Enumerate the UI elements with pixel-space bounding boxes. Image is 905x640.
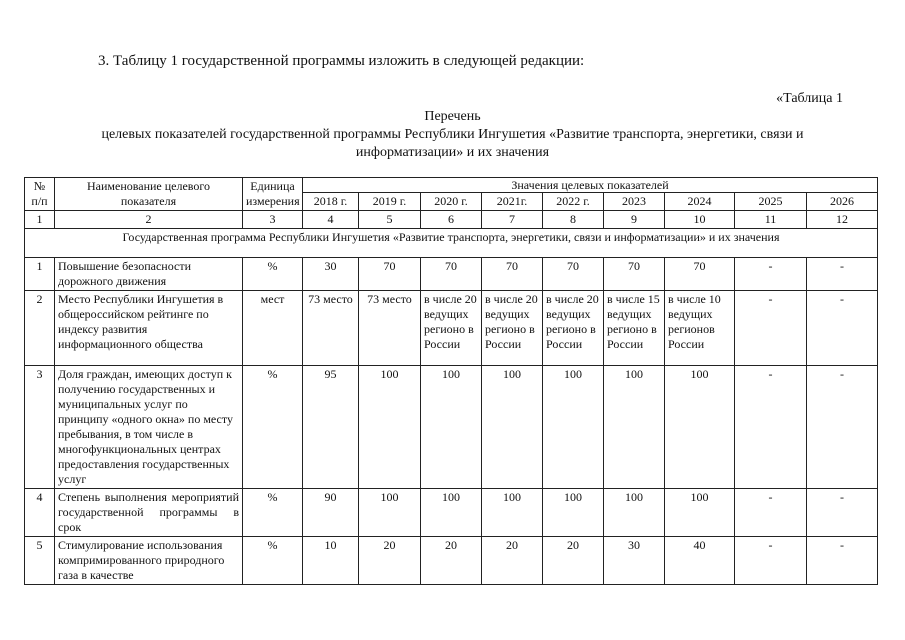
- value-cell: 100: [604, 489, 665, 537]
- value-cell: 100: [421, 366, 482, 489]
- value-cell: -: [735, 537, 807, 585]
- column-number: 2: [55, 211, 243, 229]
- column-number-row: [25, 211, 878, 229]
- table-title: Перечень: [424, 109, 481, 124]
- value-cell: 20: [543, 537, 604, 585]
- unit-cell: %: [243, 366, 303, 489]
- unit-cell: мест: [243, 291, 303, 366]
- value-cell: 73 место: [303, 291, 359, 366]
- row-number: 1: [25, 258, 55, 291]
- table-row: [25, 291, 878, 366]
- column-number: 5: [359, 211, 421, 229]
- value-cell: -: [807, 489, 878, 537]
- indicator-name: Повышение безопасности дорожного движения: [55, 258, 243, 291]
- value-cell: -: [807, 258, 878, 291]
- indicator-name: Стимулирование использования компримированного природного газа в качестве: [55, 537, 243, 585]
- value-cell: 10: [303, 537, 359, 585]
- value-cell: 70: [482, 258, 543, 291]
- value-cell: в числе 20 ведущих регионо в России: [421, 291, 482, 366]
- indicator-name: Доля граждан, имеющих доступ к получению государственных и муниципальных услуг по принципу «одного окна» по месту пребывания, в том числе в многофункциональных центрах предоставления государственных услуг: [55, 366, 243, 489]
- row-number: 2: [25, 291, 55, 366]
- value-cell: 100: [421, 489, 482, 537]
- row-number: 3: [25, 366, 55, 489]
- program-title: Государственная программа Республики Ингушетия «Развитие транспорта, энергетики, связи и информатизации» и их значения: [25, 229, 878, 258]
- column-number: 10: [665, 211, 735, 229]
- header-row-1: [25, 178, 878, 193]
- table-row: [25, 537, 878, 585]
- unit-cell: %: [243, 258, 303, 291]
- table-reference: «Таблица 1: [776, 91, 843, 106]
- value-cell: 100: [604, 366, 665, 489]
- value-cell: -: [735, 258, 807, 291]
- value-cell: 90: [303, 489, 359, 537]
- value-cell: 100: [665, 366, 735, 489]
- header-year: 2020 г.: [421, 193, 482, 211]
- value-cell: 20: [421, 537, 482, 585]
- header-no: № п/п: [25, 178, 55, 211]
- value-cell: -: [807, 366, 878, 489]
- header-year: 2024: [665, 193, 735, 211]
- value-cell: -: [735, 489, 807, 537]
- value-cell: -: [807, 291, 878, 366]
- value-cell: 30: [303, 258, 359, 291]
- column-number: 6: [421, 211, 482, 229]
- header-year: 2019 г.: [359, 193, 421, 211]
- column-number: 1: [25, 211, 55, 229]
- column-number: 4: [303, 211, 359, 229]
- column-number: 3: [243, 211, 303, 229]
- header-year: 2025: [735, 193, 807, 211]
- value-cell: 70: [665, 258, 735, 291]
- column-number: 7: [482, 211, 543, 229]
- value-cell: 100: [543, 366, 604, 489]
- row-number: 5: [25, 537, 55, 585]
- value-cell: в числе 20 ведущих регионо в России: [543, 291, 604, 366]
- intro-text: 3. Таблицу 1 государственной программы изложить в следующей редакции:: [98, 53, 585, 69]
- column-number: 8: [543, 211, 604, 229]
- value-cell: 100: [359, 366, 421, 489]
- value-cell: в числе 15 ведущих регионо в России: [604, 291, 665, 366]
- value-cell: 20: [482, 537, 543, 585]
- value-cell: 70: [543, 258, 604, 291]
- unit-cell: %: [243, 537, 303, 585]
- header-unit: Единица измерения: [243, 178, 303, 211]
- header-values-group: Значения целевых показателей: [303, 178, 878, 193]
- header-year: 2023: [604, 193, 665, 211]
- header-year: 2021г.: [482, 193, 543, 211]
- unit-cell: %: [243, 489, 303, 537]
- header-year: 2018 г.: [303, 193, 359, 211]
- table-subtitle: целевых показателей государственной программы Республики Ингушетия «Развитие транспорта, энергетики, связи и информатизации» и их значения: [101, 127, 804, 160]
- value-cell: 30: [604, 537, 665, 585]
- row-number: 4: [25, 489, 55, 537]
- value-cell: 100: [665, 489, 735, 537]
- value-cell: 73 место: [359, 291, 421, 366]
- value-cell: 40: [665, 537, 735, 585]
- column-number: 9: [604, 211, 665, 229]
- value-cell: 100: [543, 489, 604, 537]
- value-cell: -: [807, 537, 878, 585]
- table-row: [25, 258, 878, 291]
- value-cell: в числе 20 ведущих регионо в России: [482, 291, 543, 366]
- value-cell: 70: [359, 258, 421, 291]
- value-cell: 100: [359, 489, 421, 537]
- column-number: 11: [735, 211, 807, 229]
- column-number: 12: [807, 211, 878, 229]
- header-year: 2022 г.: [543, 193, 604, 211]
- value-cell: 70: [604, 258, 665, 291]
- indicator-name: Место Республики Ингушетия в общероссийском рейтинге по индексу развития информационного общества: [55, 291, 243, 366]
- table-row: [25, 489, 878, 537]
- value-cell: -: [735, 291, 807, 366]
- value-cell: в числе 10 ведущих регионов России: [665, 291, 735, 366]
- value-cell: 70: [421, 258, 482, 291]
- header-year: 2026: [807, 193, 878, 211]
- value-cell: 20: [359, 537, 421, 585]
- value-cell: 95: [303, 366, 359, 489]
- value-cell: 100: [482, 366, 543, 489]
- indicator-name: Степень выполнения мероприятий государственной программы в срок: [55, 489, 243, 537]
- header-name: Наименование целевого показателя: [55, 178, 243, 211]
- table-heading: [0, 108, 905, 162]
- targets-table: [24, 177, 878, 585]
- value-cell: -: [735, 366, 807, 489]
- program-row: [25, 229, 878, 258]
- value-cell: 100: [482, 489, 543, 537]
- table-row: [25, 366, 878, 489]
